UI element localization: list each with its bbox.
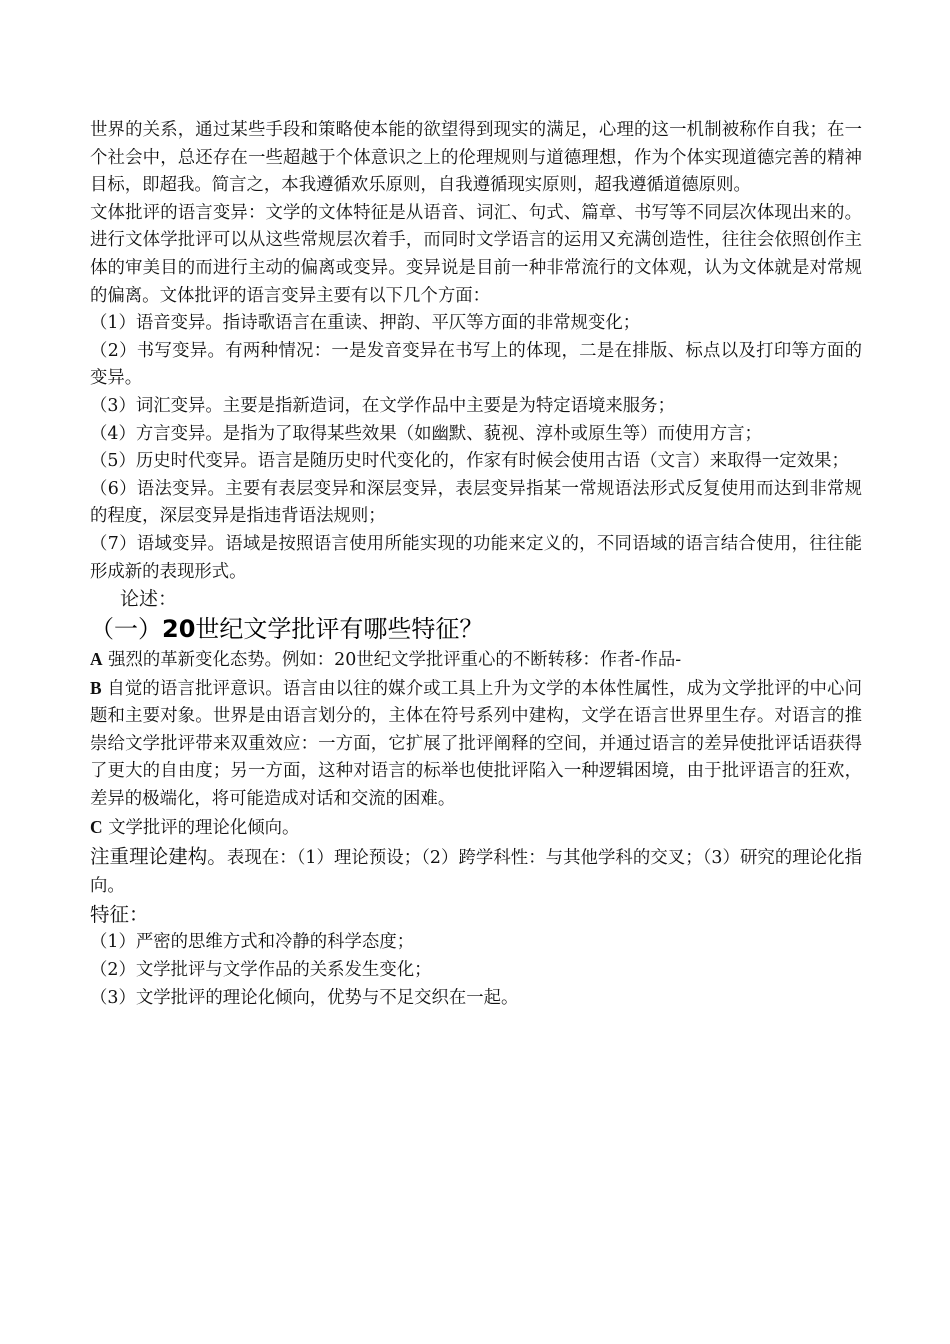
variation-item: （4）方言变异。是指为了取得某些效果（如幽默、藐视、淳朴或原生等）而使用方言； xyxy=(90,423,762,444)
paragraph-stylistic-variation: 文体批评的语言变异：文学的文体特征是从语音、词汇、句式、篇章、书写等不同层次体现出来的。进行文体学批评可以从这些常规层次着手，而同时文学语言的运用又充满创造性，往往会依照创作主体的审美目的而进行主动的偏离或变异。变异说是目前一种非常流行的文体观，认为文体就是对常规的偏离。文体批评的语言变异主要有以下几个方面： xyxy=(90,202,862,306)
variation-item: （5）历史时代变异。语言是随历史时代变化的，作家有时候会使用古语（文言）来取得一定效果； xyxy=(90,451,849,472)
section-letter: B xyxy=(90,677,102,698)
variation-item: （1）语音变异。指诗歌语言在重读、押韵、平仄等方面的非常规变化； xyxy=(90,313,641,334)
variation-item: （2）书写变异。有两种情况：一是发音变异在书写上的体现，二是在排版、标点以及打印等方面的变异。 xyxy=(90,340,862,389)
section-letter: C xyxy=(90,816,103,837)
feature-section-b xyxy=(90,675,862,814)
section-letter: A xyxy=(90,649,103,670)
variation-item: （7）语域变异。语域是按照语言使用所能实现的功能来定义的，不同语域的语言结合使用，往往能形成新的表现形式。 xyxy=(90,533,862,582)
theory-lead: 注重理论建构。 xyxy=(90,845,227,869)
feature-item: （2）文学批评与文学作品的关系发生变化； xyxy=(90,960,432,981)
features-label: 特征： xyxy=(90,903,149,927)
theory-text: 表现在：（1）理论预设；（2）跨学科性：与其他学科的交叉；（3）研究的理论化指向。 xyxy=(90,848,862,896)
section-heading xyxy=(90,612,862,646)
document-page xyxy=(90,117,862,1012)
essay-label: 论述： xyxy=(120,588,178,611)
section-text: 自觉的语言批评意识。语言由以往的媒介或工具上升为文学的本体性属性，成为文学批评的中心问题和主要对象。世界是由语言划分的，主体在符号系列中建构，文学在语言世界里生存。对语言的推崇给文学批评带来双重效应：一方面，它扩展了批评阐释的空间，并通过语言的差异使批评话语获得了更大的自由度；另一方面，这种对语言的标举也使批评陷入一种逻辑困境，由于批评语言的狂欢，差异的极端化，将可能造成对话和交流的困难。 xyxy=(90,678,862,810)
variation-item: （3）词汇变异。主要是指新造词，在文学作品中主要是为特定语境来服务； xyxy=(90,395,675,416)
paragraph-ego-superego: 世界的关系，通过某些手段和策略使本能的欲望得到现实的满足，心理的这一机制被称作自我；在一个社会中，总还存在一些超越于个体意识之上的伦理规则与道德理想，作为个体实现道德完善的精神目标，即超我。简言之，本我遵循欢乐原则，自我遵循现实原则，超我遵循道德原则。 xyxy=(90,120,862,196)
feature-section-c xyxy=(90,814,862,843)
section-text: 强烈的革新变化态势。例如：20世纪文学批评重心的不断转移：作者-作品- xyxy=(108,650,682,671)
heading-prefix: （一） xyxy=(90,615,162,644)
feature-section-a xyxy=(90,646,862,675)
theory-paragraph xyxy=(90,842,862,900)
heading-number: 20 xyxy=(162,615,196,644)
feature-item: （3）文学批评的理论化倾向，优势与不足交织在一起。 xyxy=(90,987,519,1008)
feature-item: （1）严密的思维方式和冷静的科学态度； xyxy=(90,932,415,953)
section-text: 文学批评的理论化倾向。 xyxy=(108,817,300,838)
variation-item: （6）语法变异。主要有表层变异和深层变异，表层变异指某一常规语法形式反复使用而达到非常规的程度，深层变异是指违背语法规则； xyxy=(90,478,862,527)
heading-text: 世纪文学批评有哪些特征？ xyxy=(195,615,484,644)
